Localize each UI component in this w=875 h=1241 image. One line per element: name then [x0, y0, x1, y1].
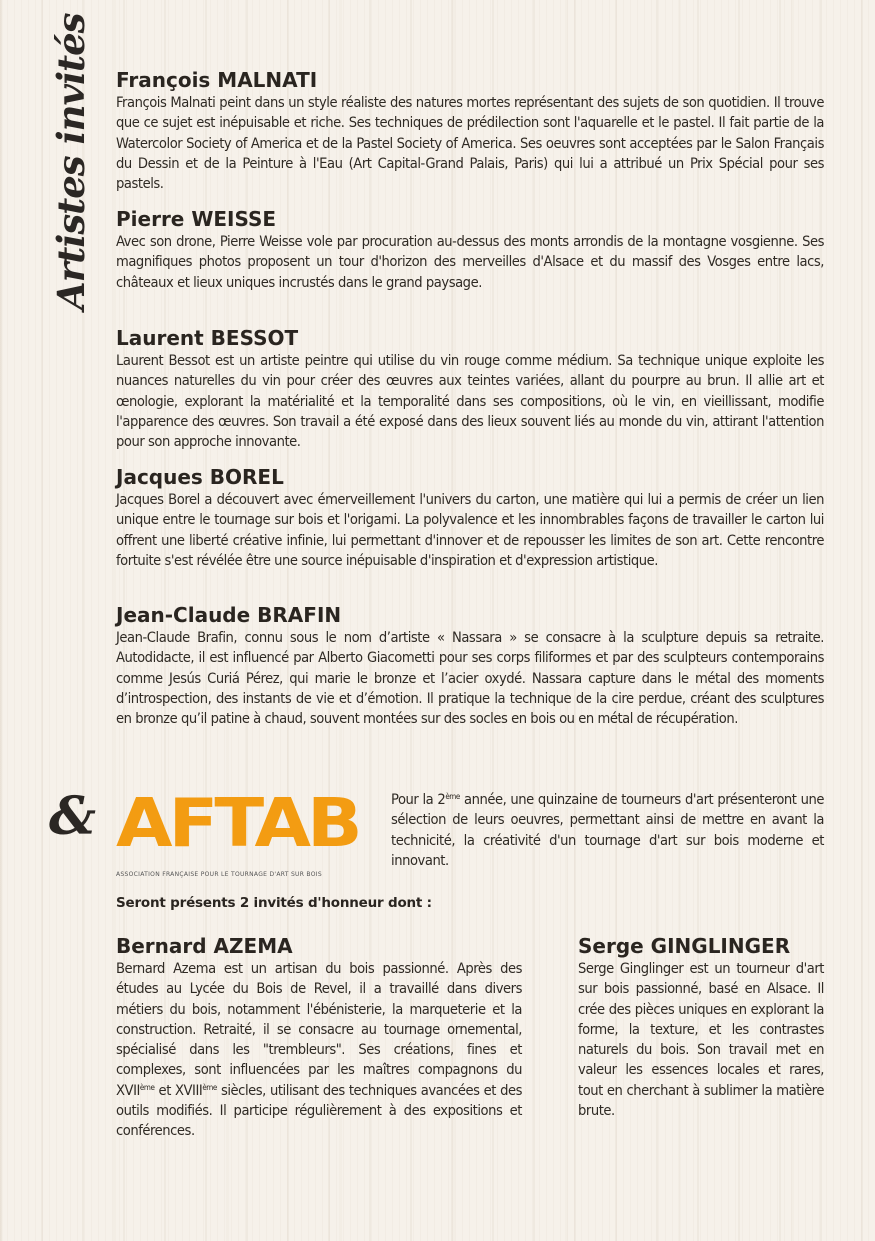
artist-name: Jacques BOREL: [116, 465, 284, 489]
artist-name: François MALNATI: [116, 68, 318, 92]
aftab-intro-start: Pour la 2: [391, 791, 446, 808]
artist-name: Pierre WEISSE: [116, 207, 277, 231]
guest-section-azema: [116, 933, 522, 1142]
guest-bio-sup: ème: [202, 1082, 217, 1092]
artist-name: Laurent BESSOT: [116, 326, 299, 350]
guest-bio-part: siècles, utilisant des techniques avancées et des outils modifiés. Il participe régulièrement à des expositions et conférences.: [116, 1081, 522, 1140]
aftab-logo-text: AFTAB: [116, 784, 359, 863]
guest-name: Serge GINGLINGER: [578, 934, 791, 958]
aftab-intro-end: année, une quinzaine de tourneurs d'art présenteront une sélection de leurs oeuvres, permettant ainsi de mettre en avant la technicité, la créativité d'un tournage d'art sur bois moderne et innovant.: [391, 791, 825, 869]
artist-bio: Avec son drone, Pierre Weisse vole par procuration au-dessus des monts arrondis de la montagne vosgienne. Ses magnifiques photos proposent un tour d'horizon des merveilles d'Alsace et du massif des Vosges entre lacs, châteaux et lieux uniques incrustés dans le grand paysage.: [116, 233, 824, 291]
artist-bio: Jean-Claude Brafin, connu sous le nom d’artiste « Nassara » se consacre à la sculpture depuis sa retraite. Autodidacte, il est influencé par Alberto Giacometti pour ses corps filiformes et par des sculpteurs contemporains comme Jesús Curiá Pérez, qui marie le bronze et l’acier oxydé. Nassara capture dans le métal des moments d’introspection, des instants de vie et d’émotion. Il pratique la technique de la cire perdue, créant des sculptures en bronze qu’il patine à chaud, souvent montées sur des socles en bois ou en métal de récupération.: [116, 629, 824, 728]
guest-bio-part: et XVIII: [154, 1081, 203, 1099]
artist-section-weisse: [116, 206, 824, 293]
aftab-intro-sup: ème: [445, 792, 460, 801]
aftab-intro: [391, 790, 824, 871]
artist-bio: Laurent Bessot est un artiste peintre qui utilise du vin rouge comme médium. Sa technique unique exploite les nuances naturelles du vin pour créer des œuvres aux teintes variées, allant du pourpre au brun. Il allie art et œnologie, explorant la matérialité et la temporalité dans ses compositions, où le vin, en vieillissant, modifie l'apparence des œuvres. Son travail a été exposé dans des lieux souvent liés au monde du vin, attirant l'attention pour son approche innovante.: [116, 352, 824, 451]
artist-section-borel: [116, 464, 824, 571]
guest-name: Bernard AZEMA: [116, 934, 293, 958]
artist-bio: François Malnati peint dans un style réaliste des natures mortes représentant des sujets de son quotidien. Il trouve que ce sujet est inépuisable et riche. Ses techniques de prédilection sont l'aquarelle et le pastel. Il fait partie de la Watercolor Society of America et de la Pastel Society of America. Ses oeuvres sont acceptées par le Salon Français du Dessin et de la Peinture à l'Eau (Art Capital-Grand Palais, Paris) qui lui a attribué un Prix Spécial pour ses pastels.: [116, 94, 824, 193]
ampersand-glyph: &: [49, 786, 96, 847]
guest-section-ginglinger: [578, 933, 824, 1121]
artist-section-bessot: [116, 325, 824, 452]
guest-bio: [116, 959, 522, 1142]
artist-section-malnati: [116, 67, 824, 194]
artist-bio: Jacques Borel a découvert avec émerveillement l'univers du carton, une matière qui lui a permis de créer un lien unique entre le tournage sur bois et l'origami. La polyvalence et les innombrables façons de travailler le carton lui offrent une liberté créative infinie, lui permettant d'innover et de repousser les limites de son art. Cette rencontre fortuite s'est révélée être une source inépuisable d'inspiration et d'expression artistique.: [116, 491, 824, 569]
aftab-logo-subtitle: ASSOCIATION FRANÇAISE POUR LE TOURNAGE D'ART SUR BOIS: [116, 871, 322, 878]
honor-guests-heading: Seront présents 2 invités d'honneur dont :: [116, 895, 432, 911]
aftab-logo: [116, 784, 366, 885]
side-title: Artistes invités: [49, 13, 93, 310]
artist-section-brafin: [116, 602, 824, 729]
guest-bio-sup: ème: [139, 1082, 155, 1092]
artist-name: Jean-Claude BRAFIN: [116, 603, 342, 627]
guest-bio: Serge Ginglinger est un tourneur d'art sur bois passionné, basé en Alsace. Il crée des pièces uniques en explorant la forme, la texture, et les contrastes naturels du bois. Son travail met en valeur les essences locales et rares, tout en cherchant à sublimer la matière brute.: [578, 960, 824, 1120]
guest-bio-part: Bernard Azema est un artisan du bois passionné. Après des études au Lycée du Bois de Revel, il a travaillé dans divers métiers du bois, notamment l'ébénisterie, la marqueterie et la construction. Retraité, il se consacre au tournage ornemental, spécialisé dans les "trembleurs". Ses créations, fines et complexes, sont influencées par les maîtres compagnons du XVII: [116, 960, 522, 1099]
